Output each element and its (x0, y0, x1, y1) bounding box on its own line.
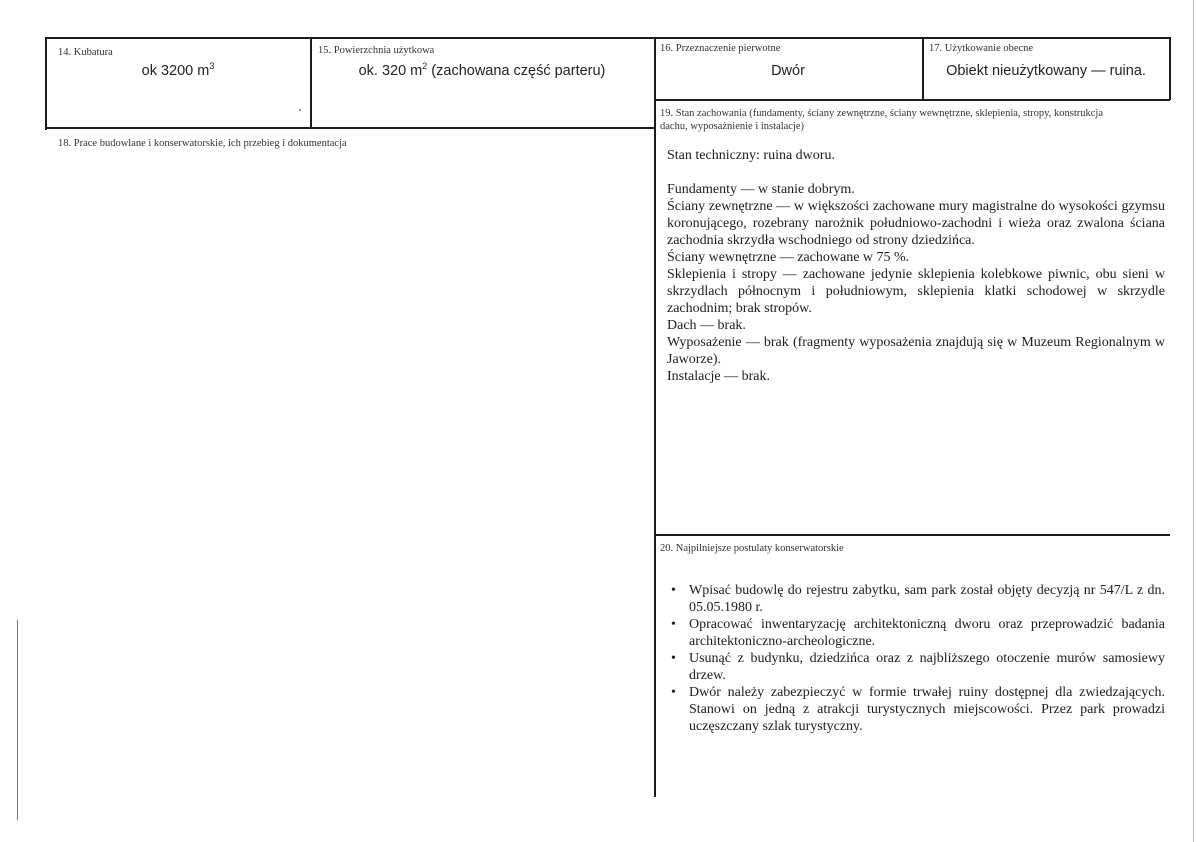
field-19-wyposazenie: Wyposażenie — brak (fragmenty wyposażenia znajdują się w Muzeum Regionalnym w Jaworze). (667, 335, 1165, 367)
right-border (1169, 37, 1171, 100)
field-15-label: 15. Powierzchnia użytkowa (318, 45, 435, 56)
field-19-spacer (667, 164, 1165, 181)
list-item (667, 616, 1165, 650)
field-20-label: 20. Najpilniejsze postulaty konserwatorskie (660, 543, 844, 554)
list-item (667, 650, 1165, 684)
postulate-text: Wpisać budowlę do rejestru zabytku, sam park został objęty decyzją nr 547/L z dn. 05.05.1980 r. (689, 583, 1165, 615)
field-16-value: Dwór (771, 63, 805, 79)
row1-bottom-border-mid (655, 99, 920, 101)
field-19-fundamenty: Fundamenty — w stanie dobrym. (667, 182, 855, 197)
field-17-value: Obiekt nieużytkowany — ruina. (946, 63, 1146, 79)
field-15-value (312, 63, 652, 79)
bullet-icon: • (671, 617, 676, 632)
divider-14-15 (310, 37, 312, 129)
row1-bottom-border (920, 99, 1170, 101)
field-16-label: 16. Przeznaczenie pierwotne (660, 43, 781, 54)
field-20-list (667, 582, 1165, 735)
field-19-sciany-wewnetrzne: Ściany wewnętrzne — zachowane w 75 %. (667, 250, 910, 265)
f20-top-border (655, 534, 1170, 536)
field-15-value-text: ok. 320 m (358, 63, 423, 79)
list-item (667, 582, 1165, 616)
field-19-sciany-zewnetrzne: Ściany zewnętrzne — w większości zachowane mury magistralne do wysokości gzymsu koronującego, rozebrany narożnik południowo-zachodni i wieża oraz zwalona ściana zachodnia skrzydła wschodniego od strony dziedzińca. (667, 199, 1165, 248)
field-19-sklepienia: Sklepienia i stropy — zachowane jedynie sklepienia kolebkowe piwnic, obu sieni w skrzydlach północnym i południowym, sklepienia klatki schodowej w skrzydle zachodnim; brak stropów. (667, 267, 1165, 316)
field-19-intro: Stan techniczny: ruina dworu. (667, 148, 835, 163)
field-19-label-line1: 19. Stan zachowania (fundamenty, ściany zewnętrzne, ściany wewnętrzne, sklepienia, stropy, konstrukcja (660, 108, 1103, 119)
field-14-label: 14. Kubatura (58, 47, 113, 58)
top-border (45, 37, 1170, 39)
left-border (45, 37, 47, 130)
list-item (667, 684, 1165, 735)
field-14-value (48, 63, 308, 79)
field-19-label-line2: dachu, wyposażnienie i instalacje) (660, 121, 805, 132)
postulate-text: Usunąć z budynku, dziedzińca oraz z najbliższego otoczenie murów samosiewy drzew. (689, 651, 1165, 683)
field-17-label: 17. Użytkowanie obecne (929, 43, 1034, 54)
field-19-dach: Dach — brak. (667, 318, 746, 333)
divider-15-16 (654, 37, 656, 797)
field-14-value-exponent: 3 (209, 61, 215, 72)
field-15-value-suffix: (zachowana część parteru) (427, 63, 606, 79)
field-19-instalacje: Instalacje — brak. (667, 369, 771, 384)
field-19-content (667, 147, 1165, 385)
field-19-label (660, 107, 1165, 133)
field-15-value-exponent: 2 (422, 61, 428, 72)
field-14-value-text: ok 3200 m (141, 63, 210, 79)
bullet-icon: • (671, 685, 676, 700)
field-18-label: 18. Prace budowlane i konserwatorskie, ich przebieg i dokumentacja (58, 138, 347, 149)
postulate-text: Opracować inwentaryzację architektoniczną dworu oraz przeprowadzić badania architektoniczno-archeologiczne. (689, 617, 1165, 649)
f18-top-border (45, 127, 655, 129)
postulate-text: Dwór należy zabezpieczyć w formie trwałej ruiny dostępnej dla zwiedzających. Stanowi on jedną z atrakcji turystycznych miejscowości. Przez park prowadzi uczęszczany szlak turystyczny. (689, 685, 1165, 734)
scan-dot (299, 109, 301, 111)
bullet-icon: • (671, 651, 676, 666)
bullet-icon: • (671, 583, 676, 598)
scan-edge-mark-left (17, 620, 18, 820)
scan-edge-mark-right (1193, 0, 1194, 842)
